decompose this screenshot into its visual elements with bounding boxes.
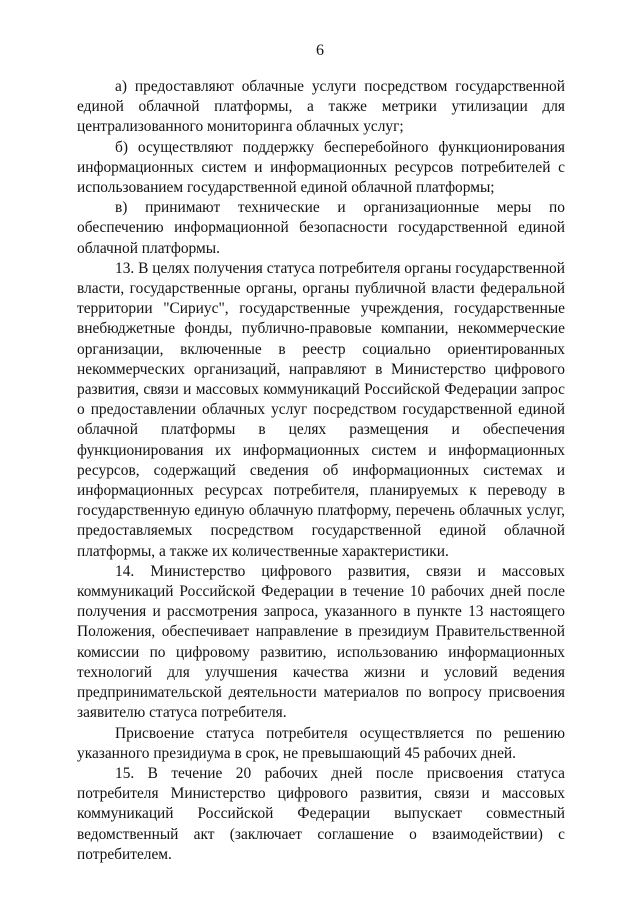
page-number: 6 [316,42,324,59]
paragraph-clause-13: 13. В целях получения статуса потребителя органы государственной власти, государственные органы, органы публичной власти федеральной территории "Сириус", государственные учреждения, государственные внебюджетные фонды, публично-правовые компании, некоммерческие организации, включенные в реестр социально ориентированных некоммерческих организаций, направляют в Министерство цифрового развития, связи и массовых коммуникаций Российской Федерации запрос о предоставлении облачных услуг посредством государственной единой облачной платформы в целях размещения и обеспечения функционирования их информационных систем и информационных ресурсов, содержащий сведения об информационных системах и информационных ресурсах потребителя, планируемых к переводу в государственную единую облачную платформу, перечень облачных услуг, предоставляемых посредством государственной единой облачной платформы, а также их количественные характеристики. [77,259,565,560]
document-body [77,77,565,865]
paragraph-item-b: б) осуществляют поддержку бесперебойного функционирования информационных систем и информационных ресурсов потребителей с использованием государственной единой облачной платформы; [77,138,565,197]
paragraph-item-v: в) принимают технические и организационные меры по обеспечению информационной безопасности государственной единой облачной платформы. [77,199,565,257]
paragraph-item-a: а) предоставляют облачные услуги посредством государственной единой облачной платформы, а также метрики утилизации для централизованного мониторинга облачных услуг; [77,78,565,136]
paragraph-status-assignment: Присвоение статуса потребителя осуществляется по решению указанного президиума в срок, не превышающий 45 рабочих дней. [77,724,565,762]
paragraph-clause-14: 14. Министерство цифрового развития, связи и массовых коммуникаций Российской Федерации в течение 10 рабочих дней после получения и рассмотрения запроса, указанного в пункте 13 настоящего Положения, обеспечивает направление в президиум Правительственной комиссии по цифровому развитию, использованию информационных технологий для улучшения качества жизни и условий ведения предпринимательской деятельности материалов по вопросу присвоения заявителю статуса потребителя. [77,562,565,722]
paragraph-clause-15: 15. В течение 20 рабочих дней после присвоения статуса потребителя Министерство цифрового развития, связи и массовых коммуникаций Российской Федерации выпускает совместный ведомственный акт (заключает соглашение о взаимодействии) с потребителем. [77,764,565,863]
